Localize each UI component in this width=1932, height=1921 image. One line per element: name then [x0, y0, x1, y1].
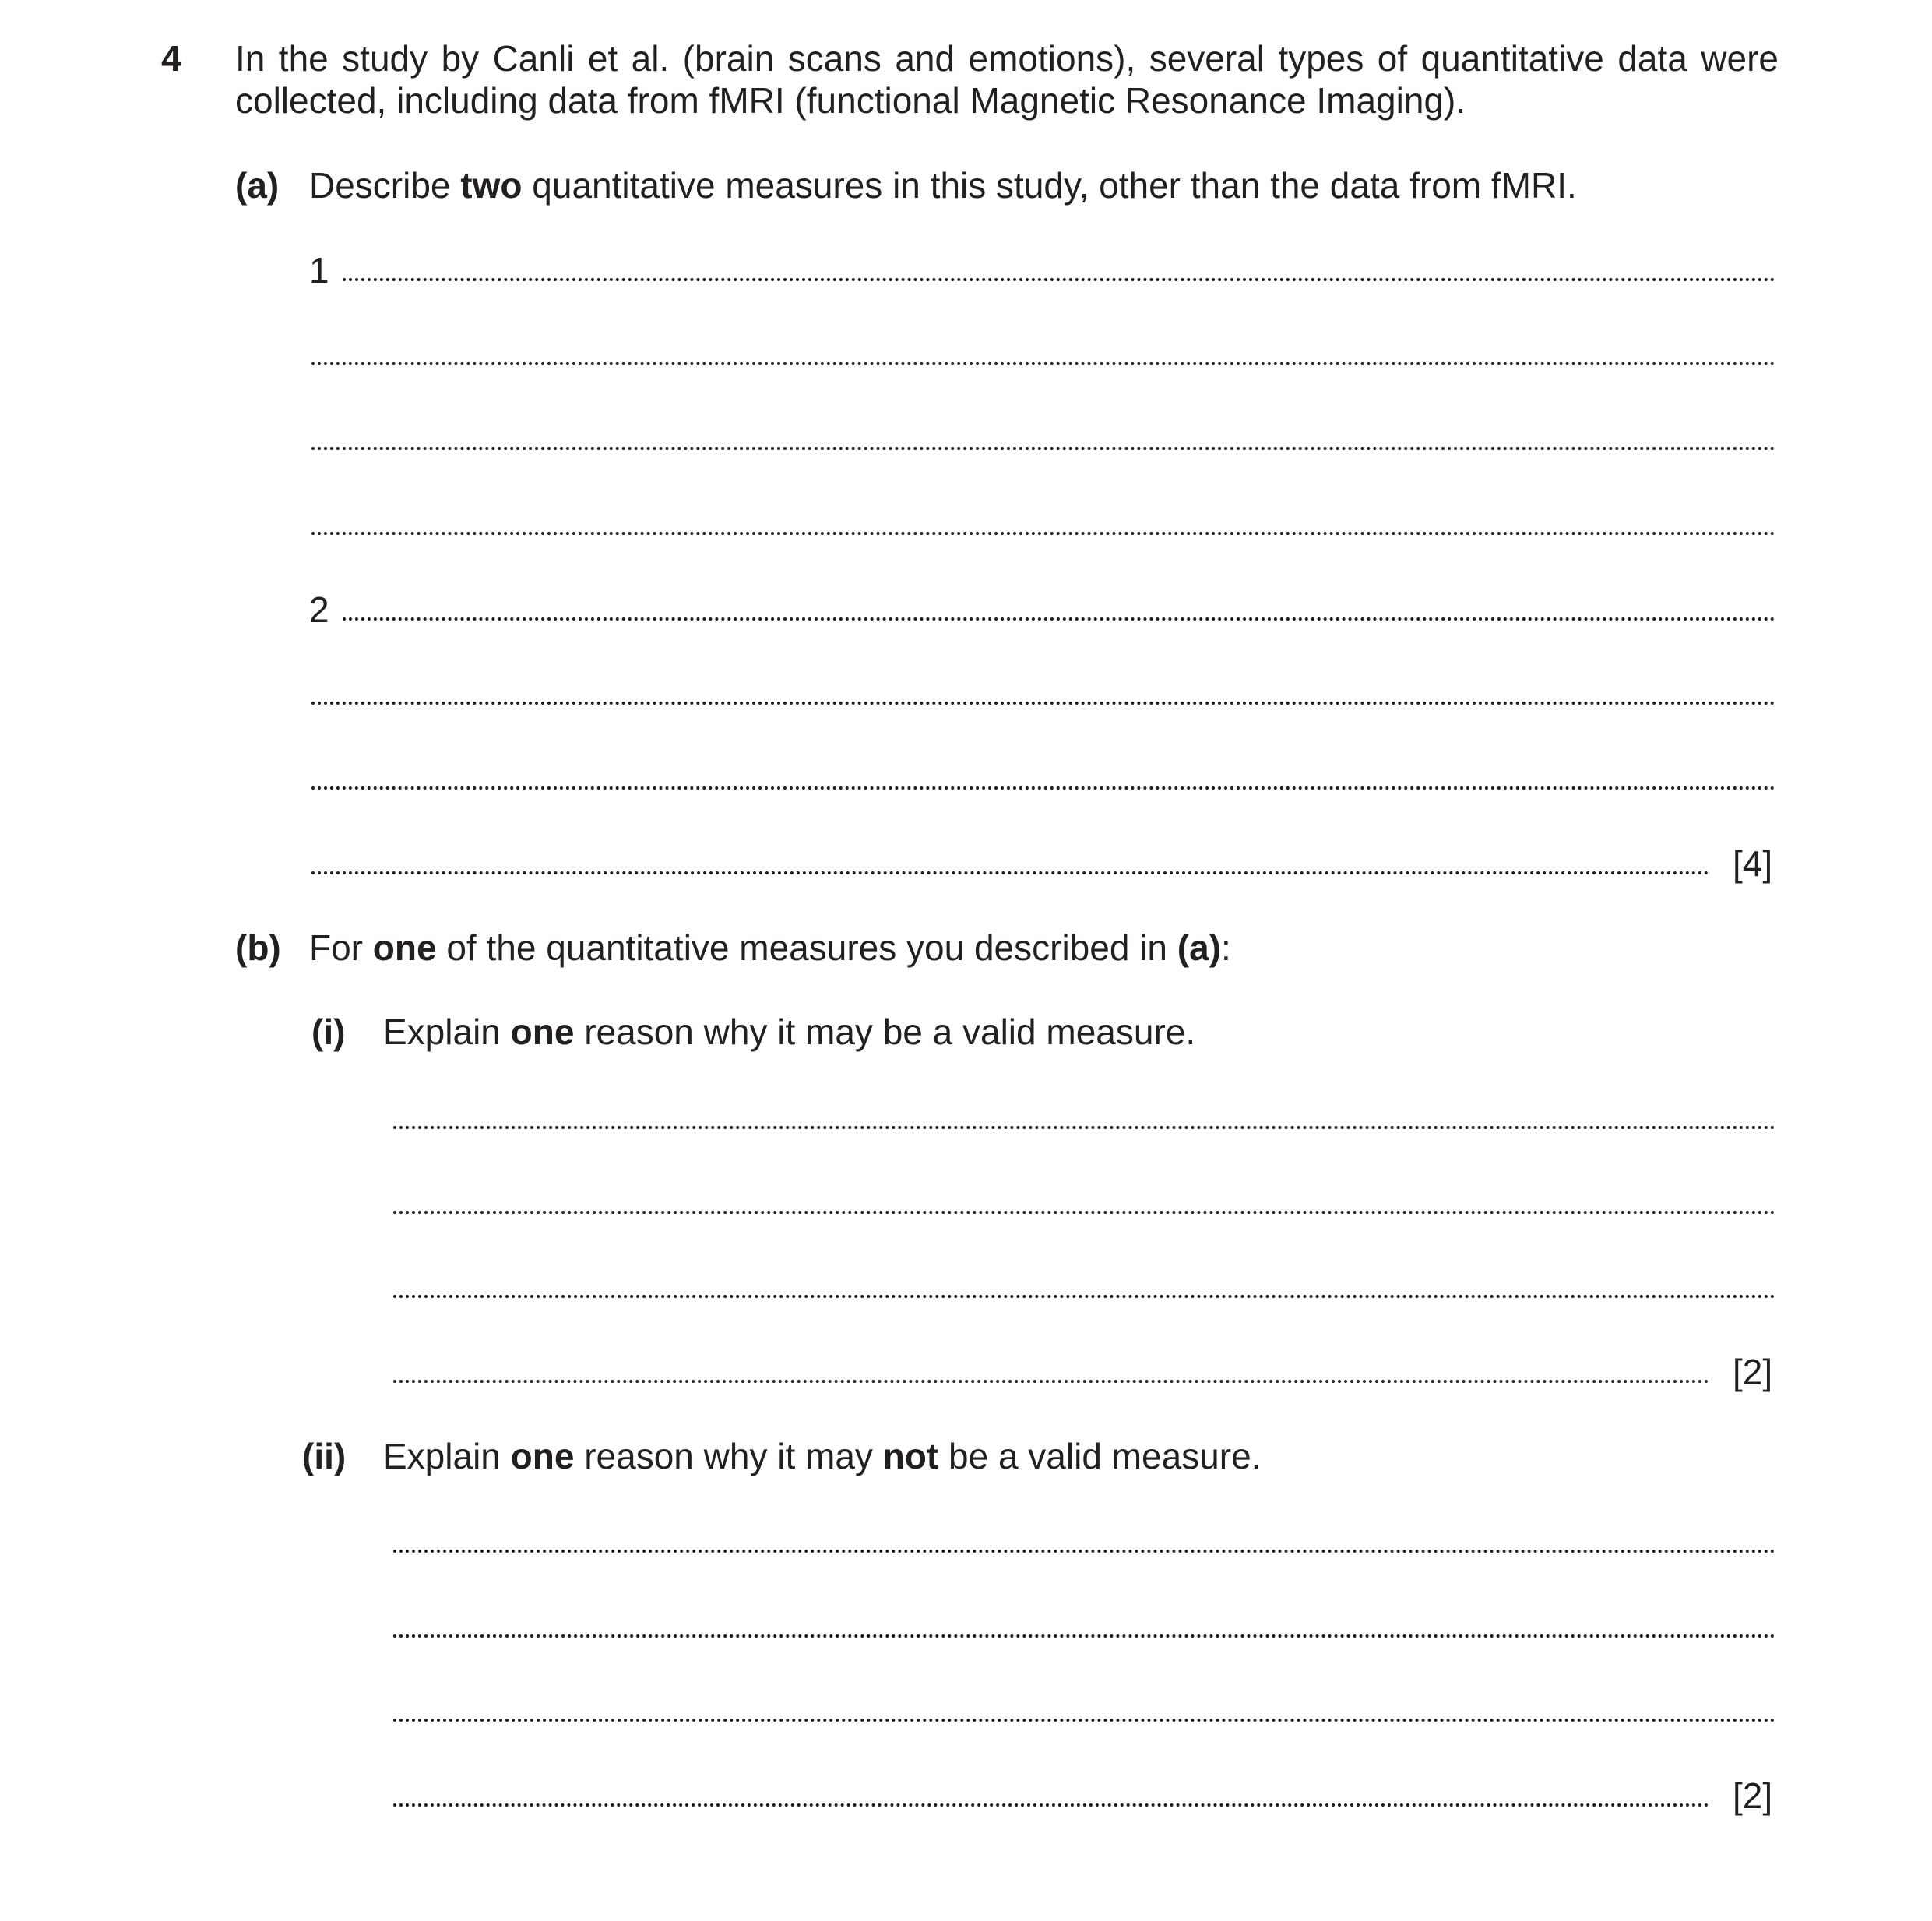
part-b-i-prompt-end: reason why it may be a valid measure.	[574, 1012, 1196, 1052]
part-b-ii-label: (ii)	[302, 1436, 347, 1476]
part-b-ii-prompt-mid: reason why it may	[574, 1436, 883, 1476]
part-a-marks: [4]	[1733, 843, 1773, 884]
part-a-prompt-start: Describe	[309, 165, 461, 206]
answer-line[interactable]	[393, 1295, 1775, 1298]
answer-line[interactable]	[393, 1803, 1709, 1807]
part-b-ii-prompt-bold2: not	[882, 1436, 939, 1476]
part-b-prompt-mid: of the quantitative measures you described in	[436, 927, 1177, 968]
question-number: 4	[161, 38, 181, 79]
part-b-prompt-bold2: (a)	[1177, 927, 1222, 968]
answer-line[interactable]	[393, 1211, 1775, 1214]
part-b-prompt-end: :	[1221, 927, 1231, 968]
answer-line[interactable]	[393, 1634, 1775, 1638]
part-b-ii-prompt-end: be a valid measure.	[938, 1436, 1262, 1476]
answer-1-label: 1	[309, 250, 329, 290]
answer-line[interactable]	[311, 447, 1775, 450]
part-a-prompt-end: quantitative measures in this study, other than the data from fMRI.	[522, 165, 1577, 206]
part-b-i-prompt	[383, 1011, 1195, 1053]
answer-line[interactable]	[311, 786, 1775, 790]
part-b-ii-prompt	[383, 1435, 1261, 1477]
part-b-prompt-start: For	[309, 927, 373, 968]
answer-line[interactable]	[311, 532, 1775, 535]
question-intro	[235, 37, 1779, 121]
part-b-i-prompt-start: Explain	[383, 1012, 511, 1052]
part-b-label: (b)	[235, 927, 281, 968]
answer-2-label: 2	[309, 589, 329, 630]
answer-line[interactable]	[393, 1550, 1775, 1553]
answer-line[interactable]	[311, 702, 1775, 705]
answer-line[interactable]	[393, 1380, 1709, 1383]
part-b-ii-prompt-bold: one	[510, 1436, 575, 1476]
answer-line[interactable]	[311, 362, 1775, 365]
part-b-ii-marks: [2]	[1733, 1775, 1773, 1816]
part-a-prompt	[309, 164, 1577, 206]
part-b-prompt-bold: one	[372, 927, 437, 968]
answer-line[interactable]	[311, 871, 1709, 874]
part-b-prompt	[309, 927, 1231, 969]
part-a-label: (a)	[235, 165, 280, 206]
answer-line[interactable]	[343, 617, 1775, 621]
part-b-i-prompt-bold: one	[510, 1012, 575, 1052]
part-b-ii-prompt-start: Explain	[383, 1436, 511, 1476]
answer-line[interactable]	[393, 1126, 1775, 1129]
answer-line[interactable]	[393, 1719, 1775, 1722]
part-b-i-label: (i)	[311, 1012, 346, 1052]
part-a-prompt-bold: two	[460, 165, 523, 206]
answer-line[interactable]	[343, 278, 1775, 281]
part-b-i-marks: [2]	[1733, 1352, 1773, 1392]
question-intro-line2: collected, including data from fMRI (functional Magnetic Resonance Imaging).	[235, 80, 1466, 121]
question-intro-line1: In the study by Canli et al. (brain scans and emotions), several types of quantitative data were	[235, 38, 1779, 79]
